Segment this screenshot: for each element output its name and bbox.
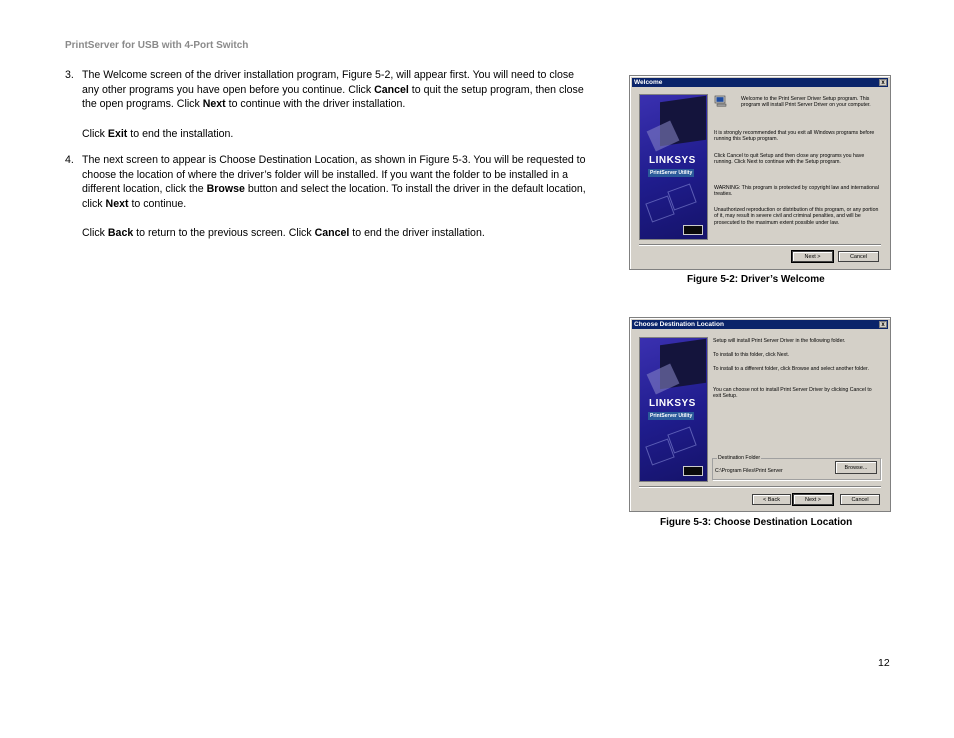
close-button[interactable]: x	[879, 321, 887, 328]
next-button[interactable]: Next >	[792, 251, 833, 262]
instruction-steps	[65, 68, 590, 241]
text-run: The next screen to appear is Choose Destination Location, as shown in Figure 5-3. You will be requested to choose the location of where the driver’s folder will be installed. If you want the folder to be installed in a different location, click the	[82, 154, 586, 195]
text-run: The Welcome screen of the driver installation program, Figure 5-2, will appear first. You will need to close any other programs you have open before you continue. Click	[82, 69, 575, 96]
step-paragraph	[82, 153, 590, 211]
setup-banner-image	[639, 337, 708, 482]
warning-text: WARNING: This program is protected by copyright law and international treaties.	[714, 185, 879, 198]
running-header: PrintServer for USB with 4-Port Switch	[65, 40, 249, 51]
product-tag: PrintServer Utility	[650, 170, 693, 176]
divider	[639, 244, 881, 246]
text-run: to quit the setup program, then close the open programs. Click	[82, 83, 584, 110]
emphasized-term: Back	[107, 227, 134, 239]
divider	[639, 486, 881, 488]
welcome-text: Click Cancel to quit Setup and then close any programs you have running. Click Next to continue with the Setup program.	[714, 153, 865, 166]
step-paragraph	[82, 127, 590, 142]
text-run: to return to the previous screen. Click	[133, 227, 315, 239]
emphasized-term: Exit	[107, 127, 128, 140]
setup-banner-image	[639, 94, 708, 240]
choose-destination-dialog	[629, 317, 891, 512]
dialog-text: To install to a different folder, click Browse and select another folder.	[713, 366, 869, 372]
emphasized-term: Next	[105, 197, 129, 210]
brand-logo: LINKSYS	[649, 155, 696, 166]
step-number: 3.	[65, 69, 74, 81]
emphasized-term: Cancel	[374, 83, 409, 96]
step-number: 4.	[65, 154, 74, 166]
step-paragraph	[82, 226, 590, 241]
close-button[interactable]: x	[879, 79, 887, 86]
text-run: to continue.	[128, 197, 187, 210]
welcome-dialog	[629, 75, 891, 270]
dialog-titlebar	[632, 320, 888, 329]
figure-caption: Figure 5-2: Driver’s Welcome	[687, 274, 825, 285]
welcome-intro: Welcome to the Print Server Driver Setup program. This program will install Print Server Driver on your computer.	[741, 96, 871, 109]
emphasized-term: Browse	[206, 183, 245, 195]
network-graphic	[667, 426, 696, 453]
emphasized-term: Next	[202, 98, 226, 110]
cancel-button[interactable]: Cancel	[838, 251, 879, 262]
warning-text: Unauthorized reproduction or distribution of this program, or any portion of it, may result in severe civil and criminal penalties, and will be prosecuted to the maximum extent possible under law.	[714, 207, 879, 226]
product-tag: PrintServer Utility	[650, 413, 693, 419]
page-number: 12	[878, 657, 890, 669]
text-run: Click	[82, 127, 108, 140]
brand-logo: LINKSYS	[649, 398, 696, 409]
browse-button[interactable]: Browse...	[835, 461, 877, 474]
text-run: button and select the location. To install the driver in the default location, click	[82, 183, 586, 210]
dialog-title: Choose Destination Location	[634, 321, 724, 328]
step-4	[65, 153, 590, 241]
step-paragraph	[82, 68, 590, 112]
text-run: to end the installation.	[127, 127, 234, 140]
text-run: to continue with the driver installation.	[225, 98, 406, 110]
dialog-title: Welcome	[634, 79, 663, 86]
step-3	[65, 68, 590, 141]
network-graphic	[667, 183, 696, 210]
dialog-titlebar	[632, 78, 888, 87]
text-run: to end the driver installation.	[349, 227, 485, 239]
figure-caption: Figure 5-3: Choose Destination Location	[660, 517, 853, 528]
dialog-text: Setup will install Print Server Driver in the following folder.	[713, 338, 846, 344]
dialog-text: To install to this folder, click Next.	[713, 352, 790, 358]
destination-folder-group	[712, 455, 881, 480]
back-button[interactable]: < Back	[752, 494, 791, 505]
dialog-text: You can choose not to install Print Server Driver by clicking Cancel to exit Setup.	[713, 387, 872, 400]
cancel-button[interactable]: Cancel	[840, 494, 880, 505]
cisco-logo	[683, 225, 703, 235]
welcome-text: It is strongly recommended that you exit all Windows programs before running this Setup program.	[714, 130, 875, 143]
computer-icon	[714, 95, 728, 107]
emphasized-term: Cancel	[314, 227, 350, 239]
cisco-logo	[683, 466, 703, 476]
next-button[interactable]: Next >	[793, 494, 833, 505]
group-label: Destination Folder	[718, 455, 761, 461]
text-run: Click	[82, 227, 108, 239]
destination-path: C:\Program Files\Print Server	[715, 468, 783, 474]
